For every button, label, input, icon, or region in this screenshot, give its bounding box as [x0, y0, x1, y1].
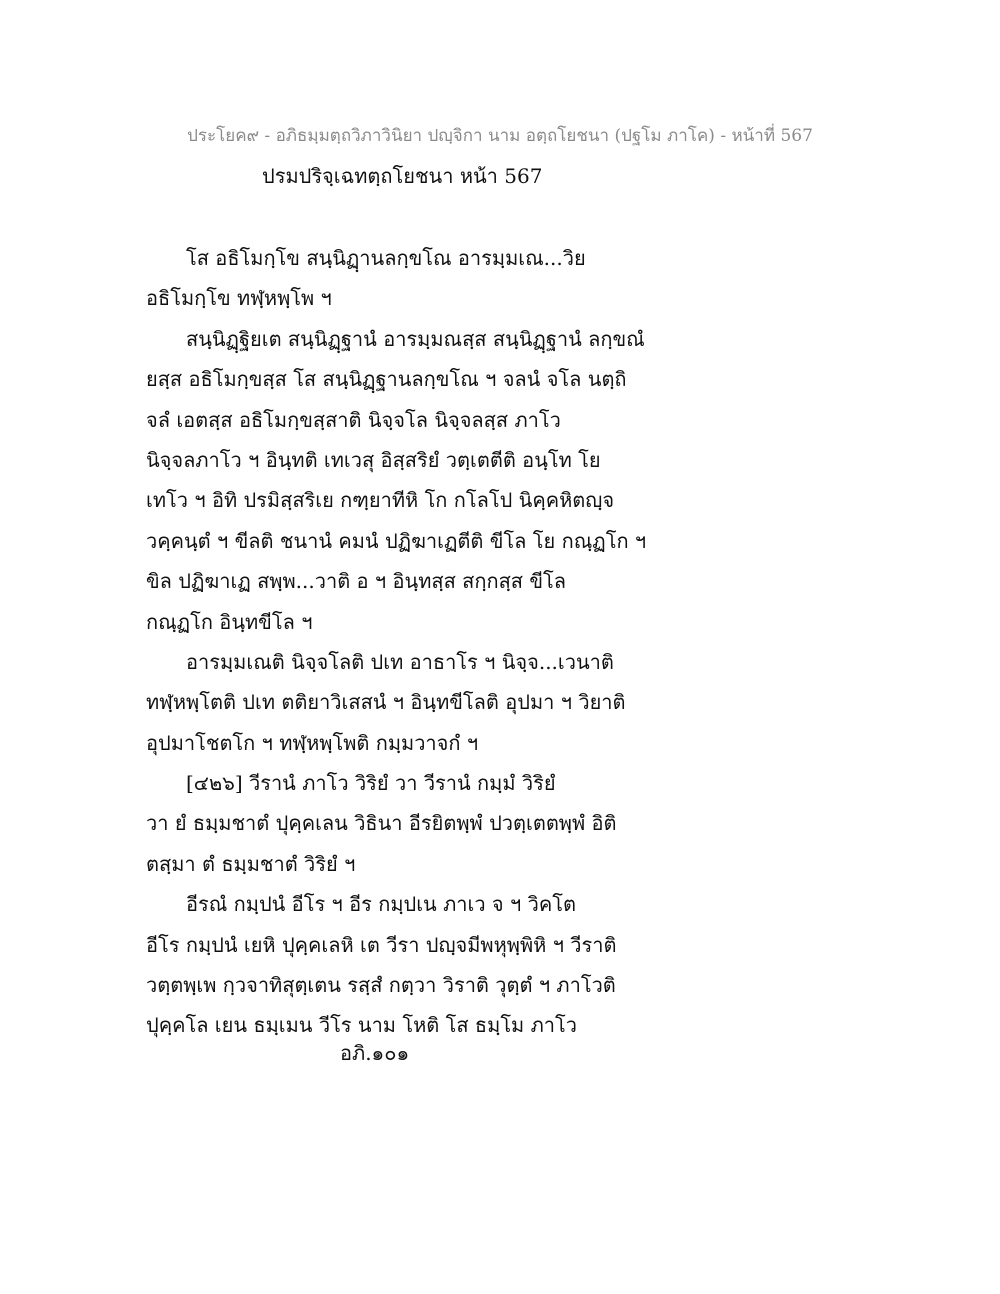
- text-line: วา ยํ ธมฺมชาตํ ปุคฺคเลน วิธินา อีรยิตพฺพํ ปวตฺเตตพฺพํ อิติ: [146, 811, 617, 836]
- text-line: เทโว ฯ อิทิ ปรมิสฺสริเย กฑฺยาทีหิ โก กโลโป นิคฺคหิตญฺจ: [146, 488, 615, 513]
- text-line: วคฺคนฺตํ ฯ ขีลติ ชนานํ คมนํ ปฏิฆาเฏตีติ ขีโล โย กณฺฏโก ฯ: [146, 528, 647, 553]
- text-line: ขิล ปฏิฆาเฏ สพฺพ...วาติ อ ฯ อินฺทสฺส สกฺกสฺส ขีโล: [146, 569, 567, 594]
- text-line: นิจฺจลภาโว ฯ อินฺทติ เทเวสุ อิสฺสริยํ วตฺเตตีติ อนฺโท โย: [146, 447, 601, 472]
- page-folio: อภิ.๑๐๑: [340, 1041, 410, 1065]
- text-line: อีรณํ กมฺปนํ อีโร ฯ อีร กมฺปเน ภาเว จ ฯ วิคโต: [186, 892, 576, 917]
- text-line: ทฬฺหพฺโตติ ปเท ตติยาวิเสสนํ ฯ อินฺทขีโลติ อุปมา ฯ วิยาติ: [146, 690, 626, 715]
- running-header: ประโยค๙ - อภิธมฺมตฺถวิภาวินิยา ปญฺจิกา นาม อตฺถโยชนา (ปฐโม ภาโค) - หน้าที่ 567: [187, 126, 813, 146]
- text-line: [๔๒๖] วีรานํ ภาโว วิริยํ วา วีรานํ กมฺมํ วิริยํ: [186, 771, 556, 796]
- text-line: ปุคฺคโล เยน ธมฺเมน วีโร นาม โหติ โส ธมฺโม ภาโว: [146, 1013, 577, 1038]
- text-line: จลํ เอตสฺส อธิโมกฺขสฺสาติ นิจฺจโล นิจฺจลสฺส ภาโว: [146, 407, 561, 432]
- text-line: วตฺตพฺเพ กฺวจาทิสุตฺเตน รสฺสํ กตฺวา วิราติ วุตฺตํ ฯ ภาโวติ: [146, 973, 616, 998]
- text-line: ตสฺมา ตํ ธมฺมชาตํ วิริยํ ฯ: [146, 851, 356, 876]
- text-line: สนฺนิฏฺฐิยเต สนฺนิฏฺฐานํ อารมฺมณสฺส สนฺนิฏฺฐานํ ลกฺขณํ: [186, 326, 645, 351]
- text-line: อธิโมกฺโข ทฬฺหพฺโพ ฯ: [146, 286, 332, 311]
- text-line: ยสฺส อธิโมกฺขสฺส โส สนฺนิฏฺฐานลกฺขโณ ฯ จลนํ จโล นตฺถิ: [146, 367, 627, 392]
- text-line: กณฺฏโก อินฺทขีโล ฯ: [146, 609, 313, 634]
- body-text: [146, 238, 866, 1046]
- text-line: อุปมาโชตโก ฯ ทฬฺหพฺโพติ กมฺมวาจกํ ฯ: [146, 730, 479, 755]
- text-line: โส อธิโมกฺโข สนฺนิฏฺานลกฺขโณ อารมฺมเณ...วิย: [186, 246, 586, 270]
- page-title: ปรมปริจฺเฉทตฺถโยชนา หน้า 567: [262, 164, 543, 188]
- text-line: อีโร กมฺปนํ เยหิ ปุคฺคเลหิ เต วีรา ปญฺจมีพหุพฺพิหิ ฯ วีราติ: [146, 932, 617, 957]
- text-line: อารมฺมเณติ นิจฺจโลติ ปเท อาธาโร ฯ นิจฺจ...เวนาติ: [186, 649, 614, 674]
